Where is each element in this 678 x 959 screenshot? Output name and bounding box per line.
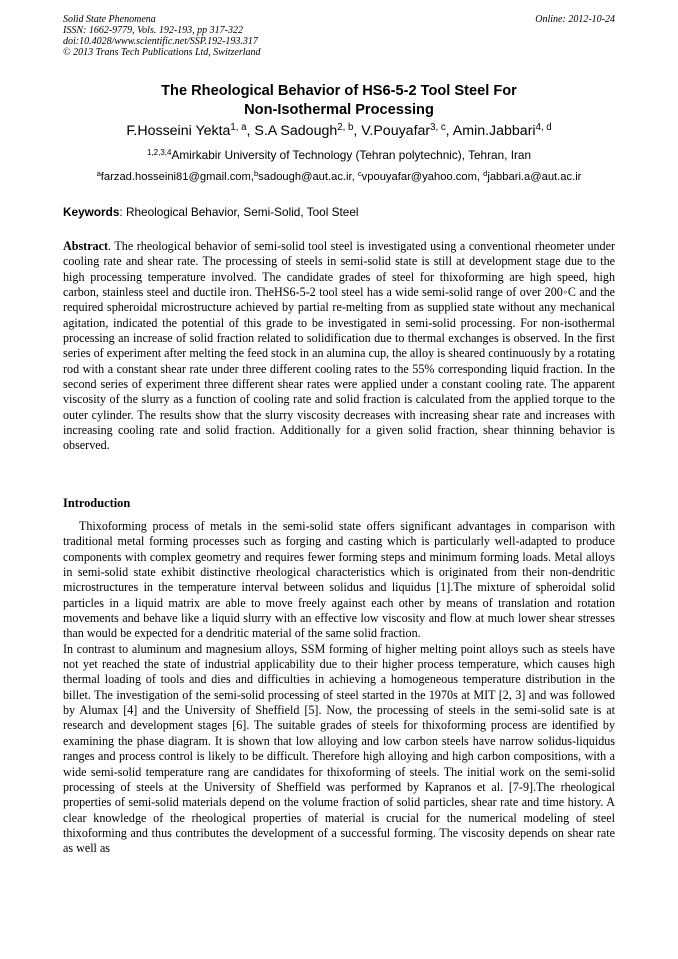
- introduction-paragraph-1: Thixoforming process of metals in the semi-solid state offers significant advantages in comparison with traditional metal forming processes such as forging and casting which is particularly well-adapted to produce components with complex geometry and requires fewer forming steps and minimum forming loads. Metal alloys in semi-solid state exhibit distinctive rheological characteristics which is originated from their non-dendritic microstructures in the temperature interval between solidus and liquidus [1].The mixture of spheroidal solid particles in a liquid matrix are able to move freely against each other by means of translation and rotation movements and behave like a liquid slurry with an effective low viscosity and flow at much lower shear stresses than would be expected for a dendritic material of the same solid fraction.: [63, 519, 615, 641]
- email: [96, 168, 254, 183]
- email: [357, 168, 484, 183]
- affiliation-superscript: 1,2,3,4: [146, 147, 172, 157]
- email-separator: ,: [476, 171, 484, 183]
- author-separator: ,: [246, 123, 255, 139]
- affiliation: [0, 148, 678, 164]
- email-superscript: c: [357, 168, 362, 178]
- email: [253, 168, 358, 183]
- author-separator: ,: [353, 123, 362, 139]
- affiliation-text: Amirkabir University of Technology (Tehran polytechnic), Tehran, Iran: [171, 148, 532, 162]
- abstract: [63, 239, 615, 454]
- introduction-paragraph-2: In contrast to aluminum and magnesium alloys, SSM forming of higher melting point alloys such as steels have not yet reached the state of industrial applicability due to their higher process temperature, which causes high thermal loading of tools and dies and difficulties in achieving a homogeneous temperature distribution in the billet. The investigation of the semi-solid processing of steel started in the 1970s at MIT [2, 3] and was followed by Alumax [4] and the University of Sheffield [5]. Now, the processing of steels in the semi-solid sate is at research and development stages [6]. The suitable grades of steels for thixoforming process are identified by examining the phase diagram. It is shown that low alloying and low carbon steels have narrow solidus-liquidus ranges and process control is likely to be difficult. Therefore high alloying and high carbon compositions, with a wide semi-solid temperature rang are candidates for thixoforming of steels. The initial work on the semi-solid processing of steels at the University of Sheffield was performed by Kapranos et al. [7-9].The rheological properties of semi-solid materials depend on the volume fraction of solid particles, shear rate and time history. A clear knowledge of the rheological properties of material is crucial for the numerical modeling of steel thixoforming and thus contributes the development of a successful forming. The viscosity depends on shear rate as well as: [63, 641, 615, 856]
- author-superscript: 4, d: [535, 121, 552, 133]
- author: [126, 123, 254, 139]
- abstract-label: Abstract: [63, 239, 109, 253]
- author-name: V.Pouyafar: [361, 123, 431, 139]
- journal-name: Solid State Phenomena: [63, 14, 156, 25]
- keywords-line: [63, 205, 615, 220]
- author-superscript: 1, a: [230, 121, 247, 133]
- email-superscript: d: [483, 168, 488, 178]
- author: [361, 123, 453, 139]
- email-address: vpouyafar@yahoo.com: [361, 171, 477, 183]
- paper-title: [0, 82, 678, 120]
- email-superscript: b: [253, 168, 259, 178]
- email-address: farzad.hosseini81@gmail.com: [100, 171, 251, 183]
- keywords-label: Keywords: [63, 205, 120, 219]
- publication-metadata: [63, 14, 615, 58]
- author-list: [0, 122, 678, 142]
- online-date: Online: 2012-10-24: [535, 14, 615, 25]
- author-name: Amin.Jabbari: [452, 123, 536, 139]
- abstract-text: . The rheological behavior of semi-solid tool steel is investigated using a conventional rheometer under cooling rate and shear rate. The processing of steels in semi-solid state is still at development stage due to the high processing temperature involved. The candidate grades of steel for thixoforming are high speed, high carbon, stainless steel and ductile iron. TheHS6-5-2 tool steel has a wide semi-solid range of over 200◦C and the required spheroidal microstructure achieved by partial re-melting from as supplied state without any mechanical agitation, indicated the potential of this grade to be investigated in semi-solid processing. For non-isothermal processing an increase of solid fraction related to solidification due to thermal exchanges is observed. In the first series of experiment after melting the feed stock in an alumina cup, the alloy is sheared continuously by a rotating rod with a constant shear rate under three different cooling rates to the 55% corresponding liquid fraction. In the second series of experiment three different shear rates were applied under a constant cooling rate. The apparent viscosity of the slurry as a function of cooling rate and solid fraction is calculated from the applied torque to the outer cylinder. The results show that the slurry viscosity decreases with increasing shear rate and increases with increasing cooling rate and solid fraction. Additionally for a given solid fraction, shear thinning behavior is observed.: [63, 239, 615, 453]
- title-line-2: Non-Isothermal Processing: [244, 102, 434, 118]
- author: [254, 123, 361, 139]
- title-line-1: The Rheological Behavior of HS6-5-2 Tool Steel For: [161, 83, 517, 99]
- email-address: jabbari.a@aut.ac.ir: [487, 171, 582, 183]
- author-superscript: 3, c: [430, 121, 446, 133]
- issn-line: ISSN: 1662-9779, Vols. 192-193, pp 317-322: [63, 25, 243, 36]
- author-separator: ,: [445, 123, 453, 139]
- author: [453, 123, 552, 139]
- author-name: S.A Sadough: [254, 123, 338, 139]
- email-separator: ,: [351, 171, 358, 183]
- author-superscript: 2, b: [337, 121, 354, 133]
- author-name: F.Hosseini Yekta: [126, 123, 231, 139]
- copyright-line: © 2013 Trans Tech Publications Ltd, Switzerland: [63, 47, 261, 58]
- introduction-heading: Introduction: [63, 496, 131, 510]
- email-list: [0, 170, 678, 185]
- doi-line: doi:10.4028/www.scientific.net/SSP.192-193.317: [63, 36, 258, 47]
- email-superscript: a: [96, 168, 101, 178]
- email-separator: ,: [250, 171, 254, 183]
- introduction-body: [63, 519, 615, 857]
- email-address: sadough@aut.ac.ir: [258, 171, 352, 183]
- keywords-text: : Rheological Behavior, Semi-Solid, Tool Steel: [119, 205, 359, 219]
- email: [483, 168, 582, 183]
